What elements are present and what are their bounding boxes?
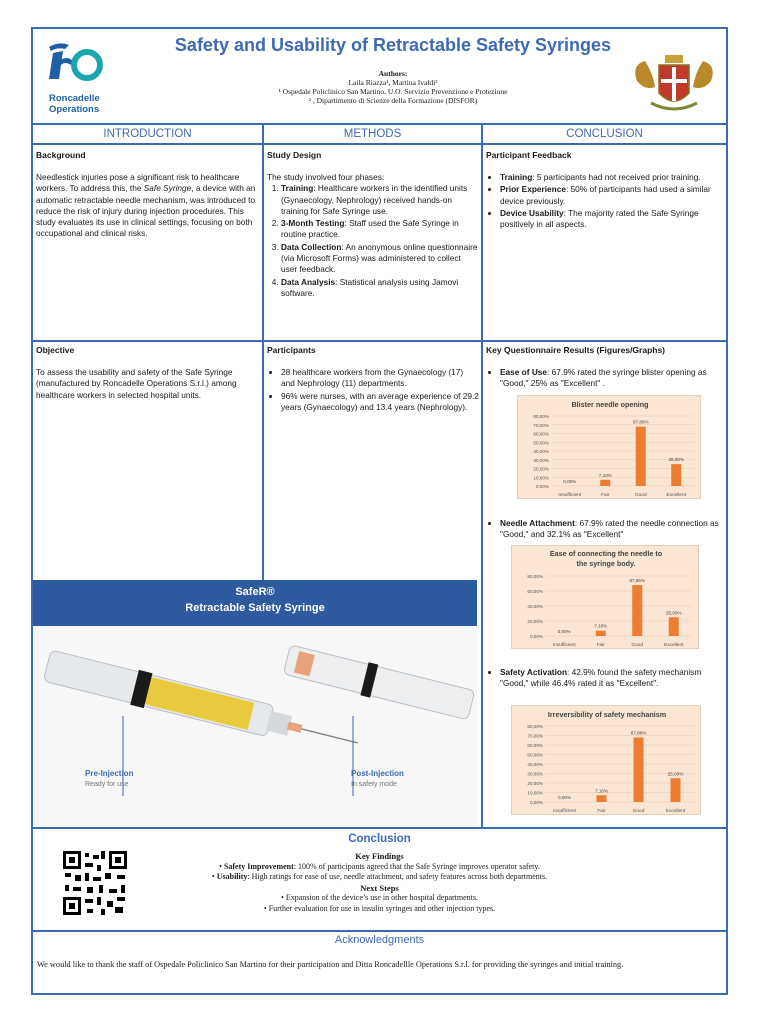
chart-title: the syringe body.	[576, 559, 636, 568]
background-heading: Background	[36, 150, 86, 160]
bar	[634, 738, 644, 802]
y-tick-label: 60,00%	[527, 743, 543, 748]
result-needle-attachment: • Needle Attachment: 67.9% rated the needle connection as "Good," and 32.1% as "Excellent"	[486, 518, 722, 541]
authors-names: Laila Riazza¹, Martina Ivaldi²	[348, 78, 438, 87]
list-item: 2. 3-Month Testing: Staff used the Safe Syringe in routine practice.	[281, 218, 479, 241]
list-item: • Safety Improvement: 100% of participants agreed that the Safe Syringe improves operator safety.	[219, 861, 540, 871]
x-tick-label: Fair	[601, 493, 610, 498]
list-item: • Further evaluation for use in insulin syringes and other injection types.	[263, 903, 496, 913]
chart-blister-opening	[517, 395, 701, 499]
poster-header	[33, 29, 726, 125]
chart-title: Irreversibility of safety mechanism	[547, 710, 667, 719]
product-subtitle: Retractable Safety Syringe	[185, 602, 325, 614]
chart-title: Ease of connecting the needle to	[549, 549, 663, 558]
ro-logo-icon	[45, 39, 105, 83]
y-tick-label: 0,00%	[529, 634, 543, 639]
post-injection-sub: In safety mode	[351, 781, 397, 788]
y-tick-label: 80,00%	[527, 574, 543, 579]
study-design-heading: Study Design	[267, 150, 322, 160]
next-steps-heading: Next Steps	[360, 882, 399, 893]
x-tick-label: Good	[631, 643, 644, 648]
poster	[31, 27, 728, 995]
y-tick-label: 40,00%	[533, 449, 549, 454]
study-design-text: The study involved four phases: 1. Training: Healthcare workers in the identified units (Gynaecology, Nephrology) received hands-on training for Safe Syringe use. 2. 3-Month Testing: Staff used the Safe Syringe in routine practice. 3. Data Collection: An anonymous online questionnaire (via Microsoft Forms) was administered to collect user feedback. 4. Data Analysis: Statistical analysis using Jamovi software.	[267, 172, 479, 300]
data-label: 67,86%	[629, 578, 646, 584]
product-image	[33, 626, 477, 826]
data-label: 7,10%	[594, 788, 609, 794]
y-tick-label: 60,00%	[533, 431, 549, 437]
product-brand: SafeR®	[235, 586, 275, 598]
pre-injection-label: Pre-Injection	[85, 769, 134, 778]
x-tick-label: Good	[632, 809, 645, 814]
authors-block	[183, 69, 603, 105]
list-item: • Prior Experience: 50% of participants had used a similar device previously.	[500, 184, 722, 207]
data-label: 0,00%	[557, 629, 571, 634]
data-label: 25,00%	[668, 457, 685, 463]
participants-text	[267, 367, 479, 414]
section-methods: METHODS	[264, 125, 481, 145]
list-item: 1. Training: Healthcare workers in the identified units (Gynaecology, Nephrology) received hands-on training for Safe Syringe use.	[281, 183, 479, 217]
data-label: 7,10%	[598, 472, 612, 478]
data-label: 0,00%	[557, 795, 572, 800]
qr-code-icon[interactable]	[61, 849, 129, 917]
poster-title: Safety and Usability of Retractable Safety Syringes	[174, 35, 612, 55]
objective-heading: Objective	[36, 345, 75, 355]
data-label: 7,10%	[594, 623, 608, 629]
y-tick-label: 60,00%	[527, 589, 543, 594]
x-tick-label: Excellent	[666, 493, 686, 498]
authors-heading: Authors:	[378, 69, 408, 78]
key-findings-heading: Key Findings	[355, 851, 404, 861]
y-tick-label: 40,00%	[527, 762, 543, 767]
y-tick-label: 30,00%	[527, 771, 543, 777]
post-injection-label: Post-Injection	[351, 769, 404, 778]
affiliation-1: ¹ Ospedale Policlinico San Martino, U.O. Servizio Prevenzione e Protezione	[278, 87, 508, 96]
x-tick-label: Excellent	[665, 809, 686, 814]
section-conclusion: CONCLUSION	[483, 125, 726, 145]
y-tick-label: 0,00%	[535, 484, 549, 489]
y-tick-label: 80,00%	[533, 414, 549, 419]
data-label: 25,00%	[667, 771, 684, 777]
chart-needle-connection	[511, 545, 699, 649]
divider	[33, 340, 726, 342]
y-tick-label: 0,00%	[529, 800, 543, 805]
y-tick-label: 50,00%	[533, 440, 549, 446]
logo-line2: Operations	[49, 104, 100, 115]
x-tick-label: Good	[634, 493, 647, 498]
y-tick-label: 20,00%	[527, 619, 543, 624]
data-label: 67,86%	[632, 419, 649, 425]
result-safety-activation: • Safety Activation: 42.9% found the safety mechanism "Good," while 46.4% rated it as "Excellent".	[486, 667, 722, 690]
acknowledgments-text: We would like to thank the staff of Ospedale Policlinico San Martino for their participation and Ditta Roncadellle Operations S.r.l. for providing the syringes and initial training.	[37, 960, 624, 969]
feedback-text	[486, 172, 722, 231]
participants-heading: Participants	[267, 345, 316, 355]
x-tick-label: Excellent	[664, 643, 684, 648]
conclusion-title: Conclusion	[348, 833, 411, 845]
section-introduction: INTRODUCTION	[33, 125, 262, 145]
list-item: • Expansion of the device’s use in other hospital departments.	[281, 893, 478, 902]
acknowledgments-heading: Acknowledgments	[33, 930, 726, 947]
chart-safety-mechanism	[511, 705, 701, 815]
y-tick-label: 70,00%	[533, 422, 549, 428]
chart-title: Blister needle opening	[571, 400, 649, 409]
list-item: • Device Usability: The majority rated the Safe Syringe positively in all aspects.	[500, 208, 722, 231]
list-item: • 28 healthcare workers from the Gynaecology (17) and Nephrology (11) departments.	[281, 367, 479, 390]
bar	[597, 795, 607, 802]
y-tick-label: 80,00%	[527, 724, 543, 729]
divider	[262, 340, 264, 580]
y-tick-label: 40,00%	[527, 604, 543, 609]
coat-of-arms-icon	[631, 51, 717, 121]
feedback-heading: Participant Feedback	[486, 150, 572, 160]
list-item: 3. Data Collection: An anonymous online questionnaire (via Microsoft Forms) was administered to collect user feedback.	[281, 242, 479, 276]
syringe-illustration	[33, 626, 477, 826]
logo-line1: Roncadelle	[49, 93, 100, 104]
list-item: • Training: 5 participants had not received prior training.	[500, 172, 722, 183]
data-label: 67,86%	[630, 730, 647, 736]
y-tick-label: 20,00%	[527, 781, 543, 786]
y-tick-label: 20,00%	[533, 466, 549, 472]
data-label: 25,00%	[665, 610, 682, 616]
data-label: 0,00%	[563, 479, 577, 484]
bar	[632, 585, 642, 636]
bar	[671, 778, 681, 802]
affiliation-2: ² , Dipartimento di Scienze della Formazione (DISFOR)	[308, 96, 478, 105]
bar	[600, 480, 610, 486]
y-tick-label: 10,00%	[527, 790, 543, 796]
bar	[671, 464, 681, 486]
y-tick-label: 50,00%	[527, 752, 543, 758]
x-tick-label: Insufficient	[552, 643, 576, 648]
bar	[669, 617, 679, 636]
y-tick-label: 30,00%	[533, 457, 549, 463]
conclusion-block	[33, 829, 726, 914]
objective-text: To assess the usability and safety of the Safe Syringe (manufactured by Roncadelle Operations S.r.l.) among healthcare workers in selected hospital units.	[36, 367, 237, 400]
result-ease-of-use: • Ease of Use: 67.9% rated the syringe blister opening as "Good," 25% as "Excellent" .	[486, 367, 722, 390]
y-tick-label: 10,00%	[533, 475, 549, 481]
x-tick-label: Fair	[597, 809, 606, 814]
product-banner	[33, 580, 477, 626]
background-text: Needlestick injuries pose a significant risk to healthcare workers. To address this, the Safe Syringe, a device with an automatic retractable needle mechanism, was introduced to reduce the risk of injury during injection procedures. This study evaluates its use in clinical settings, focusing on both occupational and clinical risks.	[36, 172, 256, 239]
pre-injection-sub: Ready for use	[85, 781, 129, 788]
bar	[636, 427, 646, 486]
list-item: • 96% were nurses, with an average experience of 29.2 years (Gynaecology) and 13.4 years (Nephrology).	[281, 391, 479, 414]
results-heading: Key Questionnaire Results (Figures/Graphs)	[486, 345, 666, 355]
list-item: • Usability: High ratings for ease of use, needle attachment, and safety features across both departments.	[211, 872, 548, 881]
x-tick-label: Insufficient	[558, 493, 582, 498]
x-tick-label: Insufficient	[553, 809, 576, 814]
bar	[596, 631, 606, 636]
divider	[262, 125, 264, 340]
divider	[481, 125, 483, 829]
x-tick-label: Fair	[596, 643, 605, 648]
list-item: 4. Data Analysis: Statistical analysis using Jamovi software.	[281, 277, 479, 300]
y-tick-label: 70,00%	[527, 733, 543, 739]
